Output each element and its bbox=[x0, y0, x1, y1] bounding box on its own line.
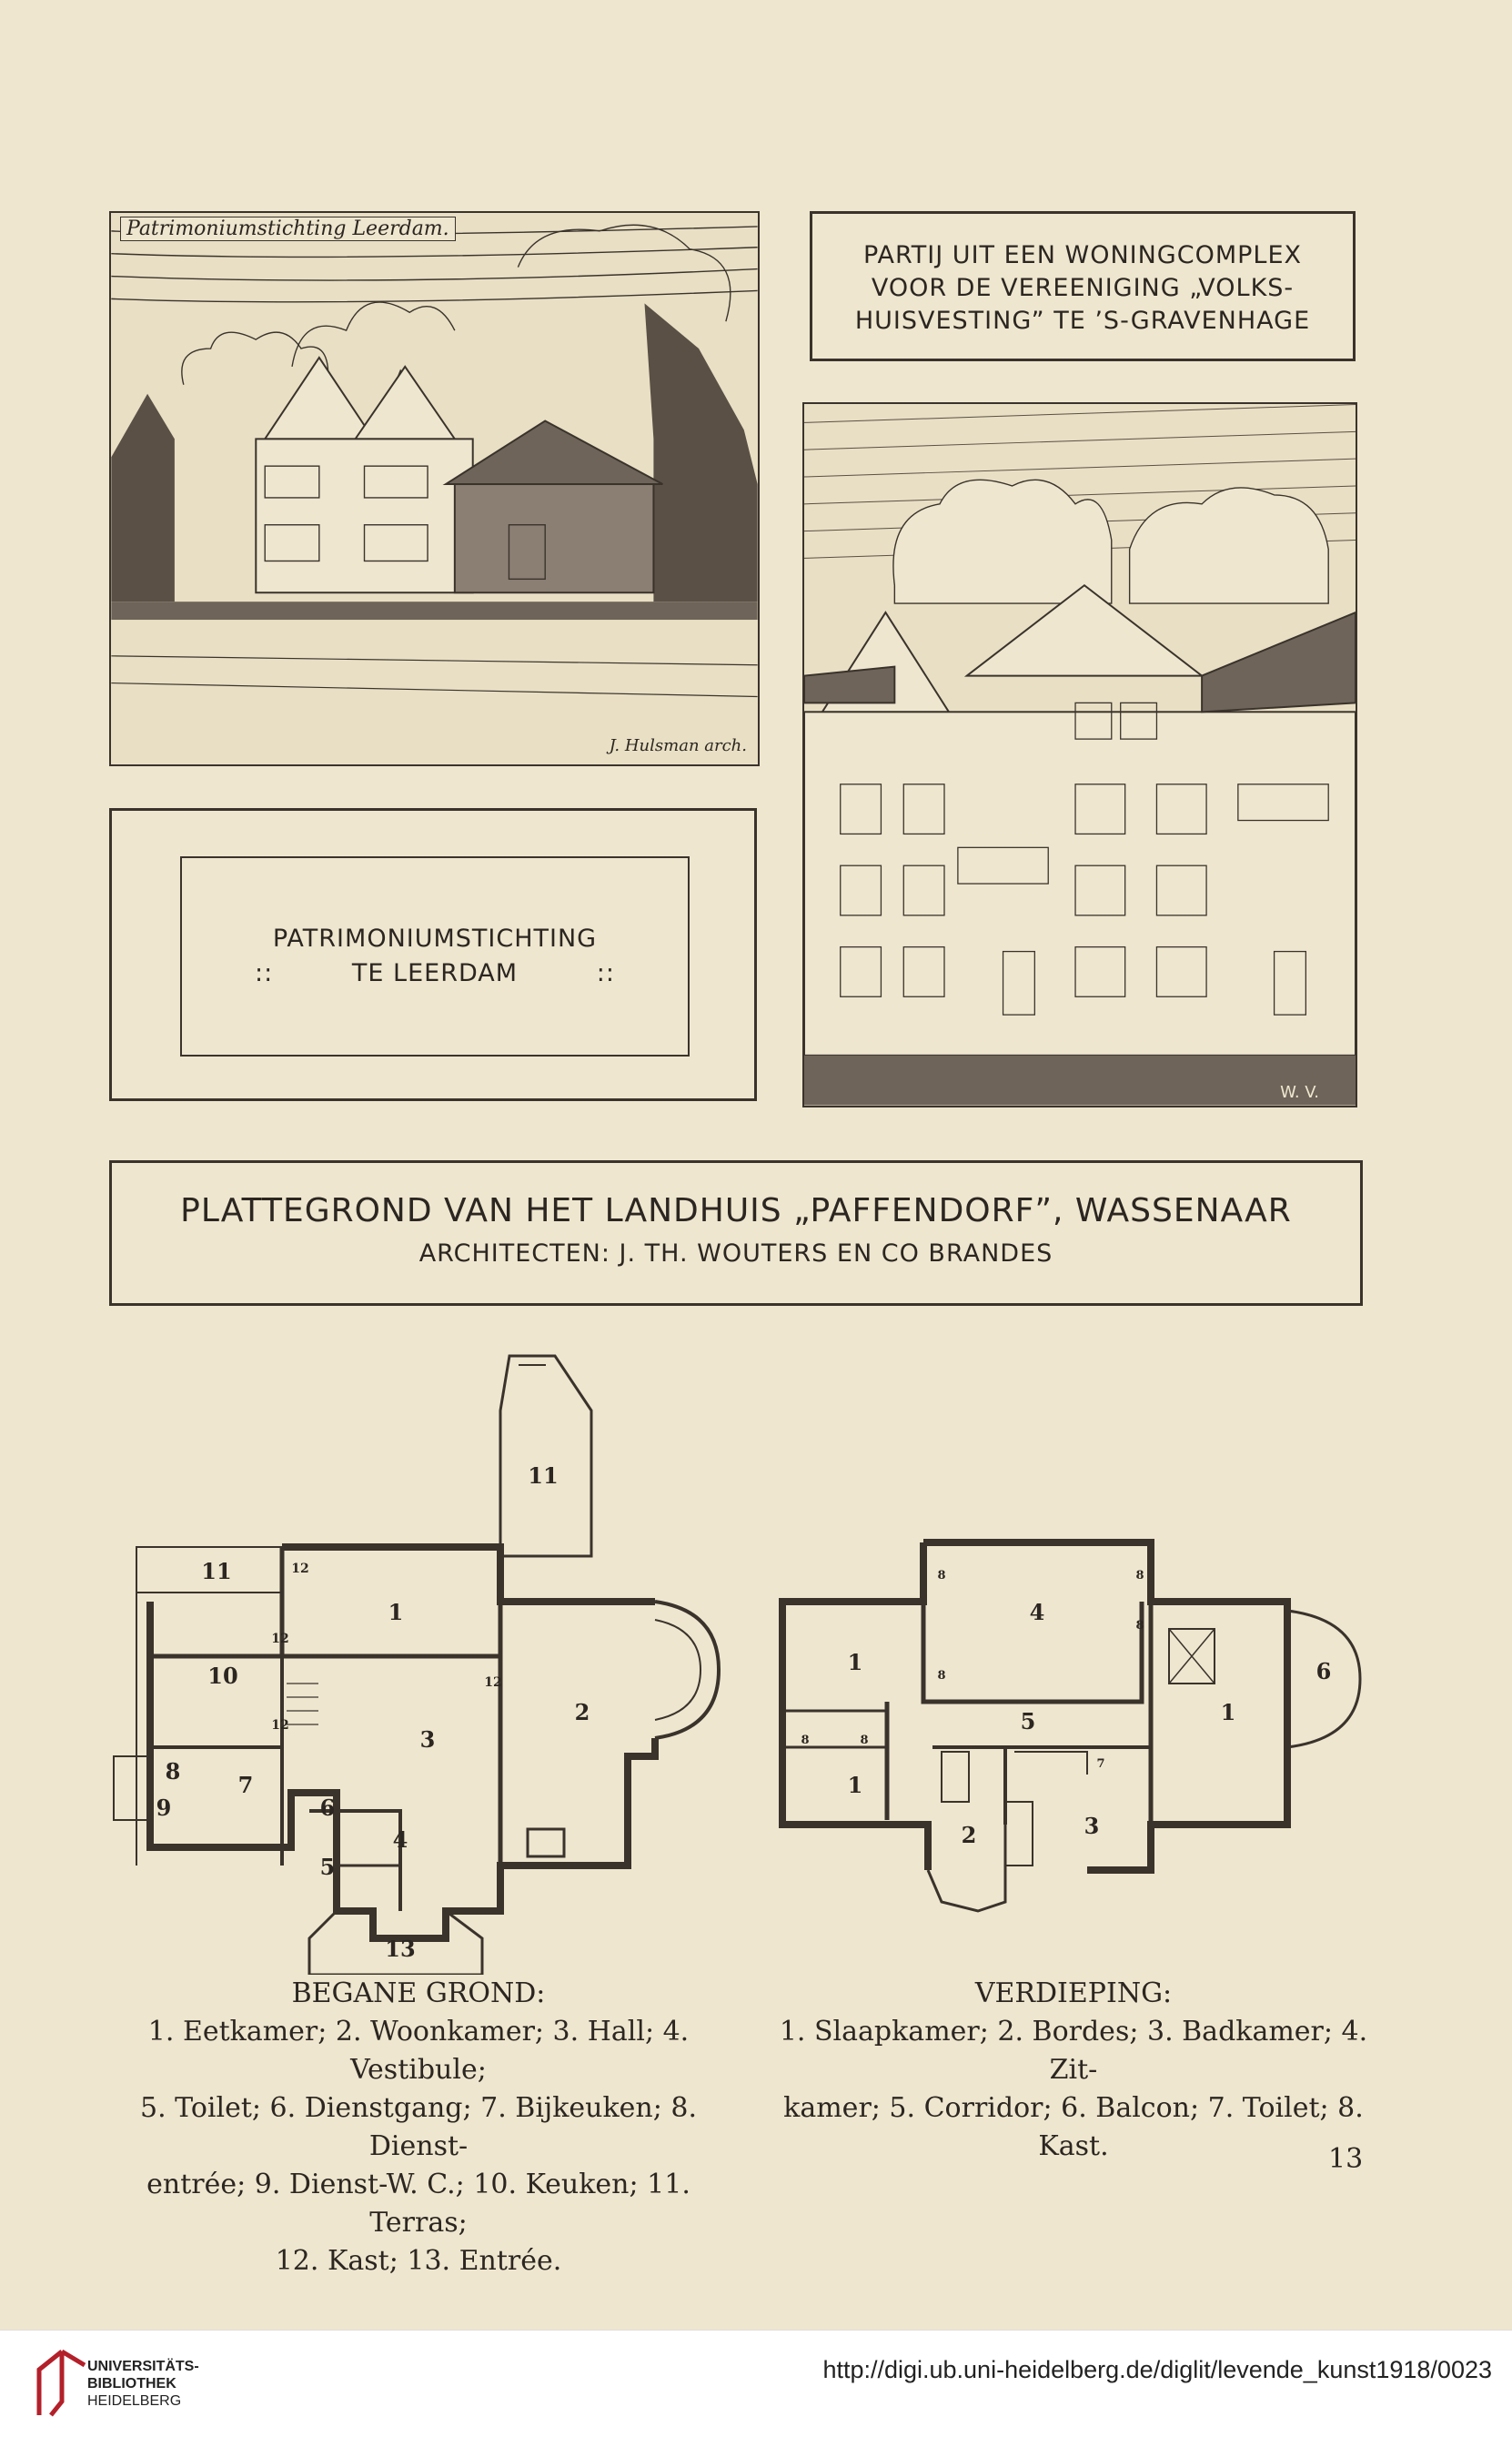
floor-plan-upper bbox=[778, 1529, 1378, 1920]
illustration-woningcomplex bbox=[802, 402, 1357, 1107]
source-url-link[interactable]: http://digi.ub.uni-heidelberg.de/diglit/levende_kunst1918/0023 bbox=[822, 2356, 1492, 2383]
room-label: 11 bbox=[528, 1462, 559, 1489]
room-label: 2 bbox=[961, 1822, 977, 1848]
university-library-logo-icon bbox=[35, 2347, 89, 2420]
caption-box-leerdam bbox=[109, 808, 757, 1101]
caption-inner-frame bbox=[180, 856, 690, 1057]
caption-line: kamer; 5. Corridor; 6. Balcon; 7. Toilet; 8. Kast. bbox=[783, 2092, 1364, 2162]
caption-line: PATRIMONIUMSTICHTING bbox=[272, 925, 598, 953]
room-label: 3 bbox=[419, 1726, 436, 1753]
artist-signature: W. V. bbox=[1280, 1083, 1319, 1102]
room-label: 7 bbox=[1096, 1757, 1105, 1771]
room-label: 8 bbox=[1135, 1619, 1144, 1633]
room-label: 8 bbox=[165, 1758, 181, 1785]
apartment-sketch-drawing bbox=[804, 404, 1356, 1106]
artist-signature: J. Hulsman arch. bbox=[609, 736, 747, 755]
room-label: 12 bbox=[271, 1718, 289, 1733]
room-label: 8 bbox=[1135, 1569, 1144, 1583]
library-name-line: HEIDELBERG bbox=[87, 2393, 182, 2409]
plan-heading-title: PLATTEGROND VAN HET LANDHUIS „PAFFENDORF”, WASSENAAR bbox=[180, 1192, 1292, 1229]
ornament-mark: :: bbox=[596, 959, 615, 987]
illustration-leerdam-houses bbox=[109, 211, 760, 766]
plan-heading-subtitle: ARCHITECTEN: J. TH. WOUTERS EN CO BRANDES bbox=[418, 1239, 1053, 1268]
library-footer bbox=[0, 2330, 1512, 2437]
room-label: 8 bbox=[860, 1734, 869, 1747]
caption-line: VOOR DE VEREENIGING „VOLKS- bbox=[871, 274, 1295, 302]
room-label: 10 bbox=[207, 1663, 238, 1689]
library-name-line: BIBLIOTHEK bbox=[87, 2376, 176, 2391]
room-label: 1 bbox=[847, 1649, 863, 1675]
caption-title: BEGANE GROND: bbox=[291, 1977, 546, 2009]
room-label: 1 bbox=[1220, 1699, 1236, 1725]
sketch-title-label: Patrimoniumstichting Leerdam. bbox=[120, 217, 456, 241]
caption-line: TE LEERDAM bbox=[351, 959, 519, 987]
room-label: 2 bbox=[574, 1699, 590, 1725]
caption-line: HUISVESTING” TE ’S-GRAVENHAGE bbox=[854, 307, 1311, 335]
room-label: 8 bbox=[801, 1734, 810, 1747]
room-label: 8 bbox=[937, 1569, 946, 1583]
room-label: 13 bbox=[385, 1936, 416, 1962]
room-label: 6 bbox=[319, 1795, 336, 1821]
ornament-mark: :: bbox=[255, 959, 274, 987]
plan-heading-box bbox=[109, 1160, 1363, 1306]
caption-line-2 bbox=[182, 956, 688, 991]
room-label: 6 bbox=[1315, 1658, 1332, 1684]
room-label: 5 bbox=[1020, 1708, 1036, 1734]
room-label: 11 bbox=[201, 1558, 232, 1584]
caption-line: 5. Toilet; 6. Dienstgang; 7. Bijkeuken; 8. Dienst- bbox=[139, 2092, 697, 2162]
caption-line: 12. Kast; 13. Entrée. bbox=[275, 2245, 562, 2277]
page-number: 13 bbox=[1328, 2143, 1364, 2175]
caption-box-woningcomplex bbox=[810, 211, 1356, 361]
room-label: 7 bbox=[237, 1772, 254, 1798]
caption-title: VERDIEPING: bbox=[974, 1977, 1173, 2009]
caption-upper-floor bbox=[764, 1975, 1383, 2166]
floor-plan-ground bbox=[100, 1338, 755, 1975]
room-label: 12 bbox=[484, 1675, 502, 1690]
room-label: 12 bbox=[291, 1562, 309, 1576]
room-label: 3 bbox=[1084, 1813, 1100, 1839]
caption-ground-floor bbox=[100, 1975, 737, 2280]
room-label: 4 bbox=[1029, 1599, 1045, 1625]
room-label: 8 bbox=[937, 1669, 946, 1683]
house-sketch-drawing bbox=[111, 213, 758, 764]
caption-line: 1. Slaapkamer; 2. Bordes; 3. Badkamer; 4. Zit- bbox=[779, 2016, 1368, 2086]
caption-line: PARTIJ UIT EEN WONINGCOMPLEX bbox=[862, 241, 1303, 269]
room-label: 1 bbox=[388, 1599, 404, 1625]
room-label: 4 bbox=[392, 1826, 408, 1853]
room-label: 12 bbox=[271, 1632, 289, 1646]
caption-line: entrée; 9. Dienst-W. C.; 10. Keuken; 11. Terras; bbox=[146, 2169, 690, 2239]
room-label: 5 bbox=[319, 1854, 336, 1880]
room-label: 9 bbox=[156, 1795, 172, 1821]
caption-line: 1. Eetkamer; 2. Woonkamer; 3. Hall; 4. Vestibule; bbox=[147, 2016, 690, 2086]
library-name bbox=[87, 2358, 199, 2410]
room-label: 1 bbox=[847, 1772, 863, 1798]
library-name-line: UNIVERSITÄTS- bbox=[87, 2359, 199, 2374]
